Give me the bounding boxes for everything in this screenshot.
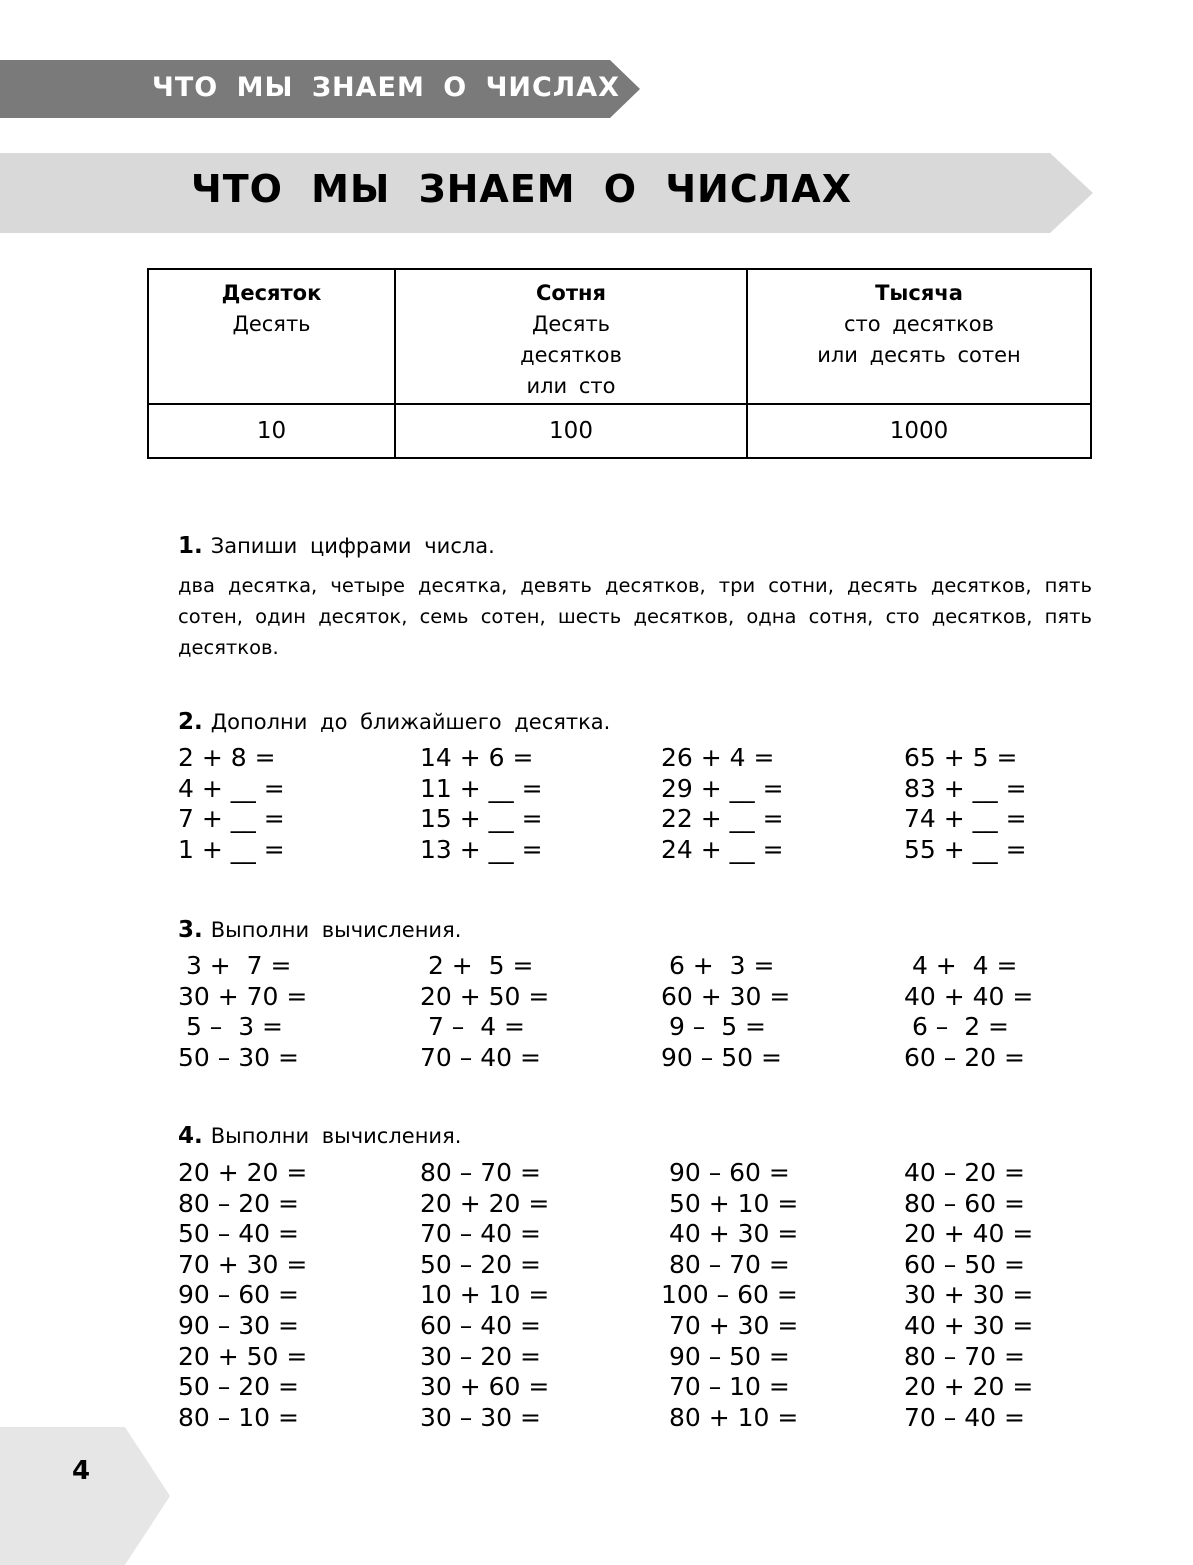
exercise-item: 60 – 20 =: [904, 1042, 1025, 1072]
task-2-number: 2.: [178, 709, 203, 735]
unit-value-hundred: 100: [395, 404, 747, 458]
exercise-item: 80 – 70 =: [420, 1158, 541, 1187]
exercise-item: 14 + 6 =: [420, 743, 534, 772]
exercise-item: 5 – 3 =: [178, 1012, 283, 1042]
exercise-item: 1 + __ =: [178, 834, 285, 864]
section-title-banner: [0, 153, 1093, 233]
exercise-item: 29 + __ =: [661, 773, 784, 803]
exercise-item: 9 – 5 =: [661, 1012, 766, 1042]
exercise-item: 60 – 40 =: [420, 1311, 541, 1340]
task-1-number: 1.: [178, 533, 203, 559]
exercise-item: 70 – 40 =: [904, 1402, 1025, 1432]
task-4-number: 4.: [178, 1123, 203, 1149]
task-2-heading: [178, 709, 610, 735]
exercise-item: 20 + 50 =: [420, 981, 550, 1011]
unit-description: Десять: [531, 312, 611, 336]
exercise-item: 40 + 40 =: [904, 981, 1034, 1011]
exercise-item: 80 – 20 =: [178, 1188, 299, 1218]
exercise-item: 20 + 20 =: [420, 1188, 550, 1218]
exercise-item: 6 + 3 =: [661, 951, 775, 980]
exercise-item: 7 – 4 =: [420, 1012, 525, 1042]
unit-value-thousand: 1000: [747, 404, 1091, 458]
unit-name: Сотня: [535, 281, 606, 305]
exercise-item: 50 – 20 =: [420, 1249, 541, 1279]
exercise-item: 70 – 10 =: [661, 1372, 790, 1402]
exercise-item: 20 + 40 =: [904, 1219, 1034, 1249]
exercise-item: 90 – 50 =: [661, 1042, 782, 1072]
task-3-heading: [178, 917, 461, 943]
exercise-item: 50 – 30 =: [178, 1042, 299, 1072]
units-cell-hundred: [395, 269, 747, 404]
section-title: ЧТО МЫ ЗНАЕМ О ЧИСЛАХ: [191, 167, 852, 211]
exercise-item: 55 + __ =: [904, 834, 1027, 864]
exercise-item: 11 + __ =: [420, 773, 543, 803]
exercise-item: 4 + 4 =: [904, 951, 1018, 980]
running-header-banner: [0, 60, 640, 118]
exercise-item: 60 – 50 =: [904, 1249, 1025, 1279]
exercise-item: 20 + 20 =: [904, 1372, 1034, 1402]
unit-name: Десяток: [221, 281, 322, 305]
exercise-item: 100 – 60 =: [661, 1280, 798, 1310]
unit-name: Тысяча: [875, 281, 963, 305]
exercise-item: 30 + 70 =: [178, 981, 308, 1011]
exercise-item: 80 – 60 =: [904, 1188, 1025, 1218]
exercise-item: 90 – 60 =: [661, 1158, 790, 1187]
task-3-title: Выполни вычисления.: [210, 918, 462, 942]
exercise-item: 4 + __ =: [178, 773, 285, 803]
unit-description: сто десятков: [843, 312, 995, 336]
exercise-item: 65 + 5 =: [904, 743, 1018, 772]
units-table: [147, 268, 1092, 459]
exercise-item: 80 – 10 =: [178, 1402, 299, 1432]
exercise-item: 60 + 30 =: [661, 981, 791, 1011]
exercise-item: 2 + 8 =: [178, 743, 276, 772]
units-cell-thousand: [747, 269, 1091, 404]
exercise-item: 22 + __ =: [661, 804, 784, 834]
exercise-item: 70 – 40 =: [420, 1042, 541, 1072]
units-table-values-row: [148, 404, 1091, 458]
task-1-text: два десятка, четыре десятка, девять десятков, три сотни, десять десятков, пять сотен, один десяток, семь сотен, шесть десятков, одна сотня, сто десятков, пять десятков.: [178, 574, 1092, 659]
task-2-title: Дополни до ближайшего десятка.: [210, 710, 611, 734]
exercise-item: 3 + 7 =: [178, 951, 292, 980]
exercise-item: 70 + 30 =: [178, 1249, 308, 1279]
unit-description: Десять: [232, 312, 311, 336]
task-4-heading: [178, 1123, 461, 1149]
exercise-item: 74 + __ =: [904, 804, 1027, 834]
exercise-item: 7 + __ =: [178, 804, 285, 834]
unit-description: или десять сотен: [817, 343, 1021, 367]
exercise-item: 30 + 60 =: [420, 1372, 550, 1402]
task-1-heading: [178, 533, 495, 559]
exercise-item: 6 – 2 =: [904, 1012, 1009, 1042]
exercise-item: 50 + 10 =: [661, 1188, 799, 1218]
exercise-item: 30 – 30 =: [420, 1402, 541, 1432]
exercise-item: 90 – 30 =: [178, 1311, 299, 1340]
exercise-item: 15 + __ =: [420, 804, 543, 834]
exercise-item: 80 – 70 =: [904, 1341, 1025, 1371]
page-number-tab: [0, 1427, 170, 1565]
page-number: 4: [72, 1456, 91, 1486]
exercise-item: 40 – 20 =: [904, 1158, 1025, 1187]
running-header-title: ЧТО МЫ ЗНАЕМ О ЧИСЛАХ: [152, 72, 620, 103]
exercise-item: 20 + 20 =: [178, 1158, 308, 1187]
exercise-item: 90 – 50 =: [661, 1341, 790, 1371]
exercise-item: 90 – 60 =: [178, 1280, 299, 1310]
unit-description: десятков: [520, 343, 622, 367]
exercise-item: 70 – 40 =: [420, 1219, 541, 1249]
exercise-item: 26 + 4 =: [661, 743, 775, 772]
exercise-item: 50 – 20 =: [178, 1372, 299, 1402]
exercise-item: 50 – 40 =: [178, 1219, 299, 1249]
exercise-item: 30 + 30 =: [904, 1280, 1034, 1310]
task-4-title: Выполни вычисления.: [210, 1124, 462, 1148]
exercise-item: 80 – 70 =: [661, 1249, 790, 1279]
exercise-item: 80 + 10 =: [661, 1402, 799, 1432]
task-3-number: 3.: [178, 917, 203, 943]
units-table-header-row: [148, 269, 1091, 404]
exercise-item: 10 + 10 =: [420, 1280, 550, 1310]
exercise-item: 30 – 20 =: [420, 1341, 541, 1371]
exercise-item: 20 + 50 =: [178, 1341, 308, 1371]
exercise-item: 40 + 30 =: [661, 1219, 799, 1249]
exercise-item: 40 + 30 =: [904, 1311, 1034, 1340]
exercise-item: 83 + __ =: [904, 773, 1027, 803]
units-cell-ten: [148, 269, 395, 404]
exercise-item: 70 + 30 =: [661, 1311, 799, 1340]
unit-description: или сто: [526, 374, 616, 398]
unit-value-ten: 10: [148, 404, 395, 458]
task-1-title: Запиши цифрами числа.: [210, 534, 495, 558]
exercise-item: 13 + __ =: [420, 834, 543, 864]
exercise-item: 2 + 5 =: [420, 951, 534, 980]
exercise-item: 24 + __ =: [661, 834, 784, 864]
